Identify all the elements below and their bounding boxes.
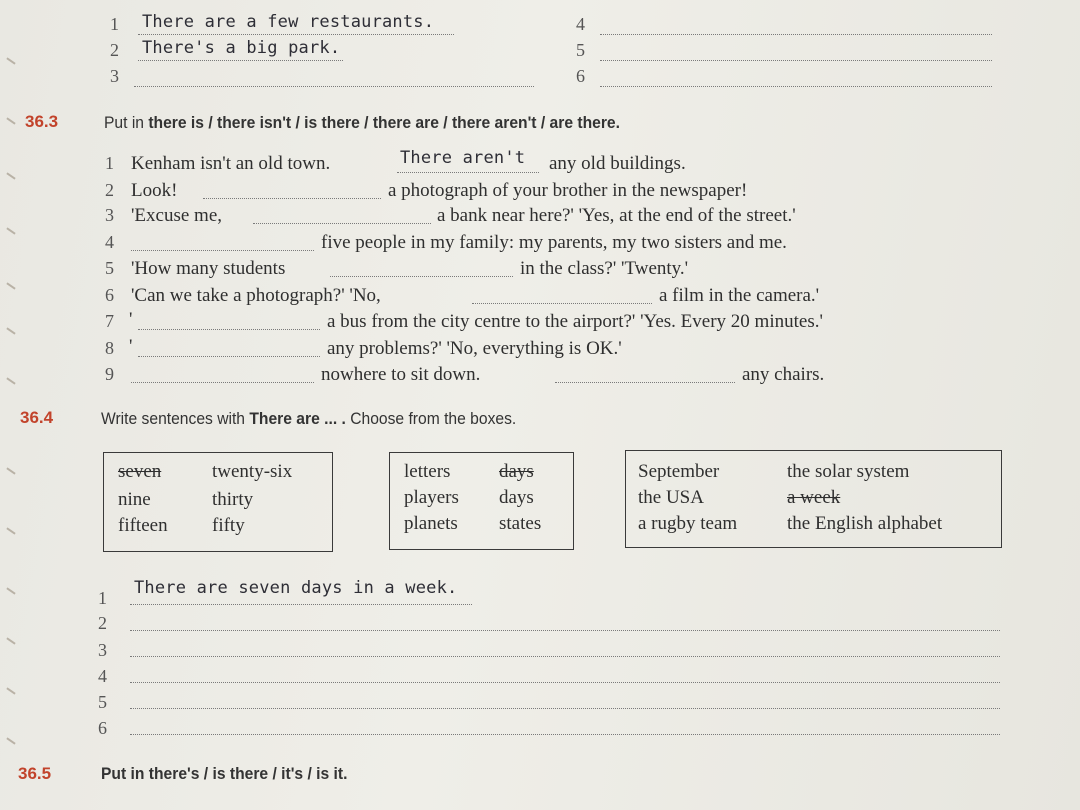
answer-line[interactable]	[130, 708, 1000, 709]
sentence-text: 'Excuse me,	[131, 205, 223, 226]
answer-line[interactable]	[130, 656, 1000, 657]
answer-line[interactable]	[600, 34, 992, 35]
answer-line[interactable]	[253, 223, 431, 224]
item-number: 9	[105, 364, 114, 384]
item-number: 1	[105, 153, 114, 173]
exercise-number: 36.4	[20, 408, 54, 427]
item-number: 4	[105, 232, 114, 252]
sentence-text: nowhere to sit down.	[321, 364, 481, 385]
word-crossed: days	[499, 461, 534, 482]
word: the solar system	[787, 461, 910, 482]
word-box-nouns	[389, 452, 574, 550]
word: thirty	[212, 489, 254, 510]
sentence-text: Look!	[131, 180, 178, 201]
item-number: 5	[98, 692, 107, 712]
sentence-text: a bus from the city centre to the airport?' 'Yes. Every 20 minutes.'	[327, 311, 823, 332]
answer-line[interactable]	[131, 382, 314, 383]
word: nine	[118, 489, 151, 510]
word: planets	[404, 513, 458, 534]
sentence-text: any old buildings.	[549, 153, 686, 174]
word: states	[499, 513, 542, 534]
word-box-things	[625, 450, 1002, 548]
exercise-instruction: Put in there's / is there / it's / is it.	[101, 764, 348, 783]
item-number: 1	[98, 588, 107, 608]
word: players	[404, 487, 459, 508]
answer-line[interactable]	[138, 329, 320, 330]
exercise-instruction: Put in there is / there isn't / is there / there are / there aren't / are there.	[104, 113, 620, 132]
item-number: 4	[98, 666, 107, 686]
sentence-text: a bank near here?' 'Yes, at the end of the street.'	[437, 205, 796, 226]
handwritten-answer: There's a big park.	[142, 38, 341, 58]
handwritten-answer: There aren't	[400, 148, 526, 168]
handwritten-answer: There are a few restaurants.	[142, 12, 435, 32]
item-number: 6	[98, 718, 107, 738]
sentence-text: Kenham isn't an old town.	[131, 153, 331, 174]
sentence-text: five people in my family: my parents, my two sisters and me.	[321, 232, 787, 253]
item-number: 6	[105, 285, 114, 305]
exercise-instruction: Write sentences with There are ... . Choose from the boxes.	[101, 409, 517, 428]
exercise-number: 36.3	[25, 112, 59, 131]
item-number: 5	[576, 40, 585, 60]
answer-line[interactable]	[130, 734, 1000, 735]
answer-line[interactable]	[138, 356, 320, 357]
answer-line[interactable]	[330, 276, 513, 277]
word: the English alphabet	[787, 513, 943, 534]
word-crossed: a week	[787, 487, 841, 508]
answer-line[interactable]	[600, 60, 992, 61]
word: twenty-six	[212, 461, 293, 482]
item-number: 2	[105, 180, 114, 200]
word: days	[499, 487, 534, 508]
word-crossed: seven	[118, 461, 162, 482]
word: the USA	[638, 487, 704, 508]
answer-line[interactable]	[134, 86, 534, 87]
answer-line[interactable]	[472, 303, 652, 304]
item-number: 7	[105, 311, 114, 331]
sentence-text: a photograph of your brother in the newspaper!	[388, 180, 748, 201]
item-number: 5	[105, 258, 114, 278]
sentence-text: any problems?' 'No, everything is OK.'	[327, 338, 622, 359]
handwritten-answer: There are seven days in a week.	[134, 578, 458, 598]
item-number: 8	[105, 338, 114, 358]
sentence-text: '	[129, 336, 133, 357]
item-number: 2	[110, 40, 119, 60]
sentence-text: in the class?' 'Twenty.'	[520, 258, 689, 279]
item-number: 4	[576, 14, 585, 34]
word: fifty	[212, 515, 245, 536]
word: a rugby team	[638, 513, 738, 534]
answer-line[interactable]	[131, 250, 314, 251]
item-number: 3	[105, 205, 114, 225]
sentence-text: 'How many students	[131, 258, 286, 279]
word: fifteen	[118, 515, 168, 536]
sentence-text: a film in the camera.'	[659, 285, 820, 306]
answer-line[interactable]	[555, 382, 735, 383]
answer-line[interactable]	[600, 86, 992, 87]
answer-line[interactable]	[130, 630, 1000, 631]
sentence-text: 'Can we take a photograph?' 'No,	[131, 285, 381, 306]
item-number: 1	[110, 14, 119, 34]
item-number: 2	[98, 613, 107, 633]
exercise-number: 36.5	[18, 764, 52, 783]
answer-line[interactable]	[203, 198, 381, 199]
answer-line[interactable]	[130, 682, 1000, 683]
word: September	[638, 461, 720, 482]
item-number: 3	[98, 640, 107, 660]
sentence-text: '	[129, 309, 133, 330]
word: letters	[404, 461, 451, 482]
item-number: 6	[576, 66, 585, 86]
item-number: 3	[110, 66, 119, 86]
word-box-numbers	[103, 452, 333, 552]
sentence-text: any chairs.	[742, 364, 825, 385]
